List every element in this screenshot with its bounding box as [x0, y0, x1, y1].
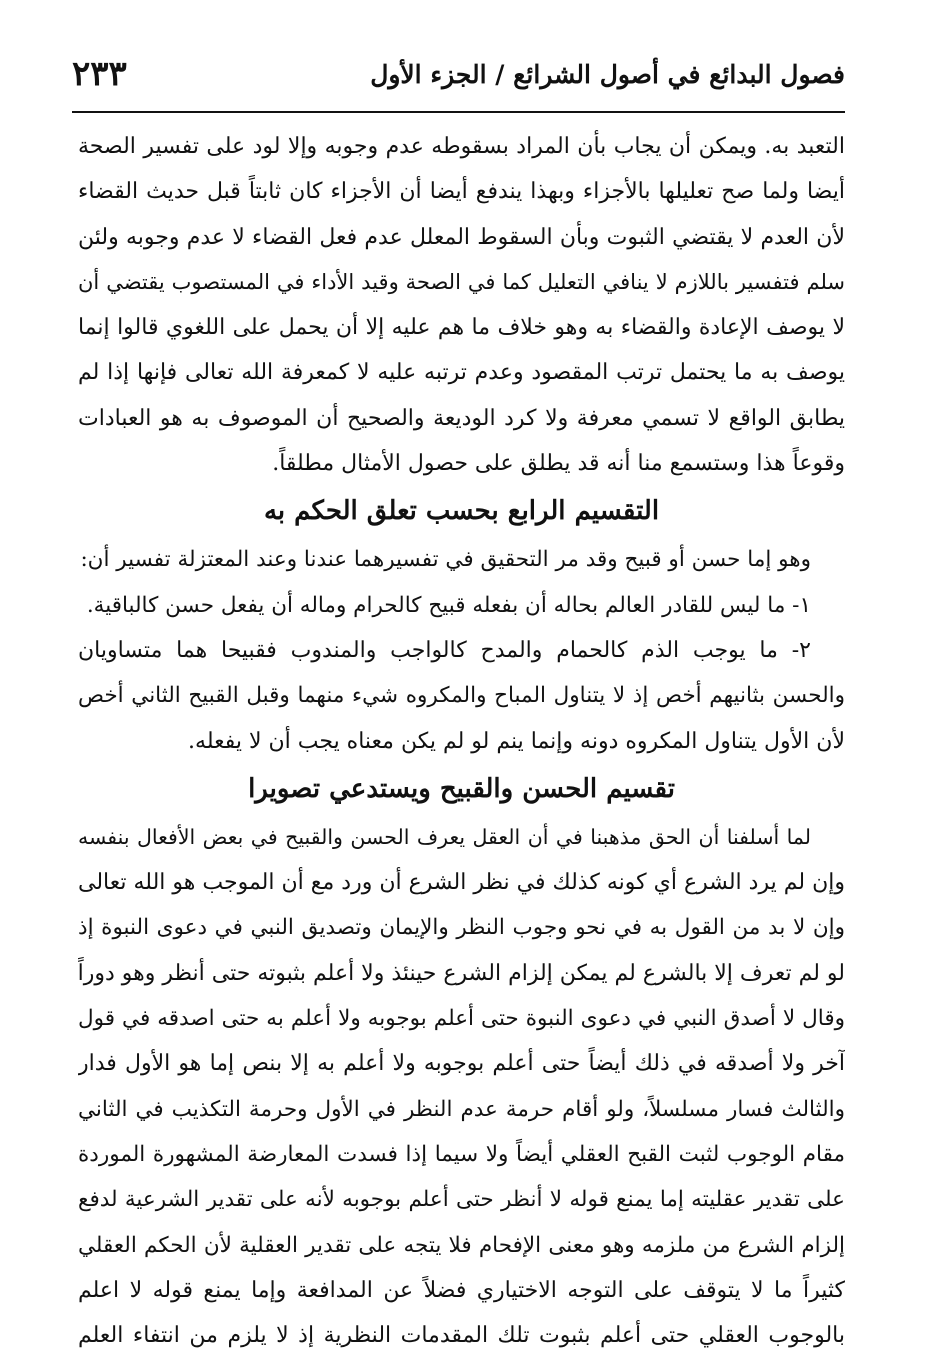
text-line: على تقدير عقليته إما يمنع قوله لا أنظر حتى أعلم بوجوبه لأنه على تقدير الشرعية لدفع	[78, 1187, 845, 1213]
text-line: مقام الوجوب لثبت القبح العقلي أيضاً ولا سيما إذا فسدت المعارضة المشهورة الموردة	[78, 1141, 845, 1167]
text-line: كثيراً ما لا يتوقف على التوجه الاختياري فضلاً عن المدافعة وإما يمنع قوله لا اعلم	[78, 1277, 845, 1303]
text-line: سلم فتفسير باللازم لا ينافي التعليل كما في الصحة وقيد الأداء في المستصوب يقتضي أن	[78, 269, 845, 294]
text-line: لأن الأول يتناول المكروه دونه وإنما ينم لو لم يكن معناه يجب أن لا يفعله.	[188, 728, 845, 754]
section-heading: تقسيم الحسن والقبيح ويستدعي تصويرا	[248, 773, 675, 804]
text-line: لا يوصف الإعادة والقضاء به وهو خلاف ما هم عليه إلا أن يحمل على اللغوي قالوا إنما	[78, 315, 845, 341]
text-line: لما أسلفنا أن الحق مذهبنا في أن العقل يعرف الحسن والقبيح في بعض الأفعال بنفسه	[78, 824, 811, 849]
text-line: وإن لم يرد الشرع أي كونه كذلك في نظر الشرع أن ورد مع أن الموجب هو الله تعالى	[78, 870, 845, 896]
text-line: أيضا ولما صح تعليلها بالأجزاء وبهذا يندفع أيضا أن الأجزاء كان ثابتاً قبل حديث القضاء	[78, 179, 845, 205]
text-line: التعبد به. ويمكن أن يجاب بأن المراد بسقوطه عدم وجوبه وإلا لود على تفسير الصحة	[78, 134, 845, 159]
header-divider	[72, 111, 845, 113]
text-line: لأن العدم لا يقتضي الثبوت وبأن السقوط المعلل عدم فعل القضاء لا عدم وجوبه ولئن	[78, 224, 845, 250]
text-line: وإن لا بد من القول به في نحو وجوب النظر والإيمان وتصديق النبي في دعوى النبوة إذ	[78, 915, 845, 941]
text-line: وهو إما حسن أو قبيح وقد مر التحقيق في تفسيرهما عندنا وعند المعتزلة تفسير أن:	[80, 547, 811, 573]
page-header	[72, 52, 845, 104]
text-line: يوصف به ما يحتمل ترتب المقصود وعدم ترتبه عليه لا كمعرفة الله تعالى فإنها إذا لم	[78, 360, 845, 386]
text-line: والثالث فسار مسلسلاً، ولو أقام حرمة عدم النظر في الأول وحرمة التكذيب في الثاني	[78, 1096, 845, 1122]
numbered-item: ٢- ما يوجب الذم كالحمام والمدح كالواجب والمندوب فقبيحا هما متساويان	[78, 637, 811, 663]
paragraph-good-and-bad	[78, 815, 845, 1359]
section-heading: التقسيم الرابع بحسب تعلق الحكم به	[263, 496, 660, 527]
paragraph-continuation	[78, 124, 845, 486]
running-title: فصول البدائع في أصول الشرائع / الجزء الأول	[370, 60, 845, 89]
text-line: بالوجوب العقلي حتى أعلم بثبوت تلك المقدمات النظرية إذ لا يلزم من انتفاء العلم	[78, 1323, 845, 1349]
numbered-item: ١- ما ليس للقادر العالم بحاله أن بفعله قبيح كالحرام وماله أن يفعل حسن كالباقية.	[86, 592, 811, 618]
page-body	[78, 124, 845, 1358]
text-line: إلزام الشرع من ملزمه وهو معنى الإفحام فلا يتجه على تقدير العقلية لأن الحكم العقلي	[78, 1232, 845, 1258]
text-line: يطابق الواقع لا تسمي معرفة ولا كرد الوديعة والصحيح أن الموصوف به هو العبادات	[78, 405, 845, 431]
text-line: لو لم تعرف إلا بالشرع لم يمكن إلزام الشرع حينئذ ولا أعلم بثبوته حتى أنظر وهو دوراً	[78, 960, 845, 986]
text-line: وقوعاً هذا وستسمع منا أنه قد يطلق على حصول الأمثال مطلقاً.	[272, 451, 845, 477]
text-line: وقال لا أصدق النبي في دعوى النبوة حتى أعلم بوجوبه ولا أعلم به حتى اصدقه في قول	[78, 1006, 845, 1032]
text-line: والحسن بثانيهم أخص إذ لا يتناول المباح والمكروه شيء منهما وقبل القبيح الثاني أخص	[78, 683, 845, 709]
page-number: ٢٣٣	[72, 54, 127, 94]
paragraph-fourth-division	[78, 537, 845, 763]
text-line: آخر ولا أصدقه في ذلك أيضاً حتى أعلم بوجوبه ولا أعلم به إلا بنص إما هو الأول فدار	[78, 1051, 845, 1077]
